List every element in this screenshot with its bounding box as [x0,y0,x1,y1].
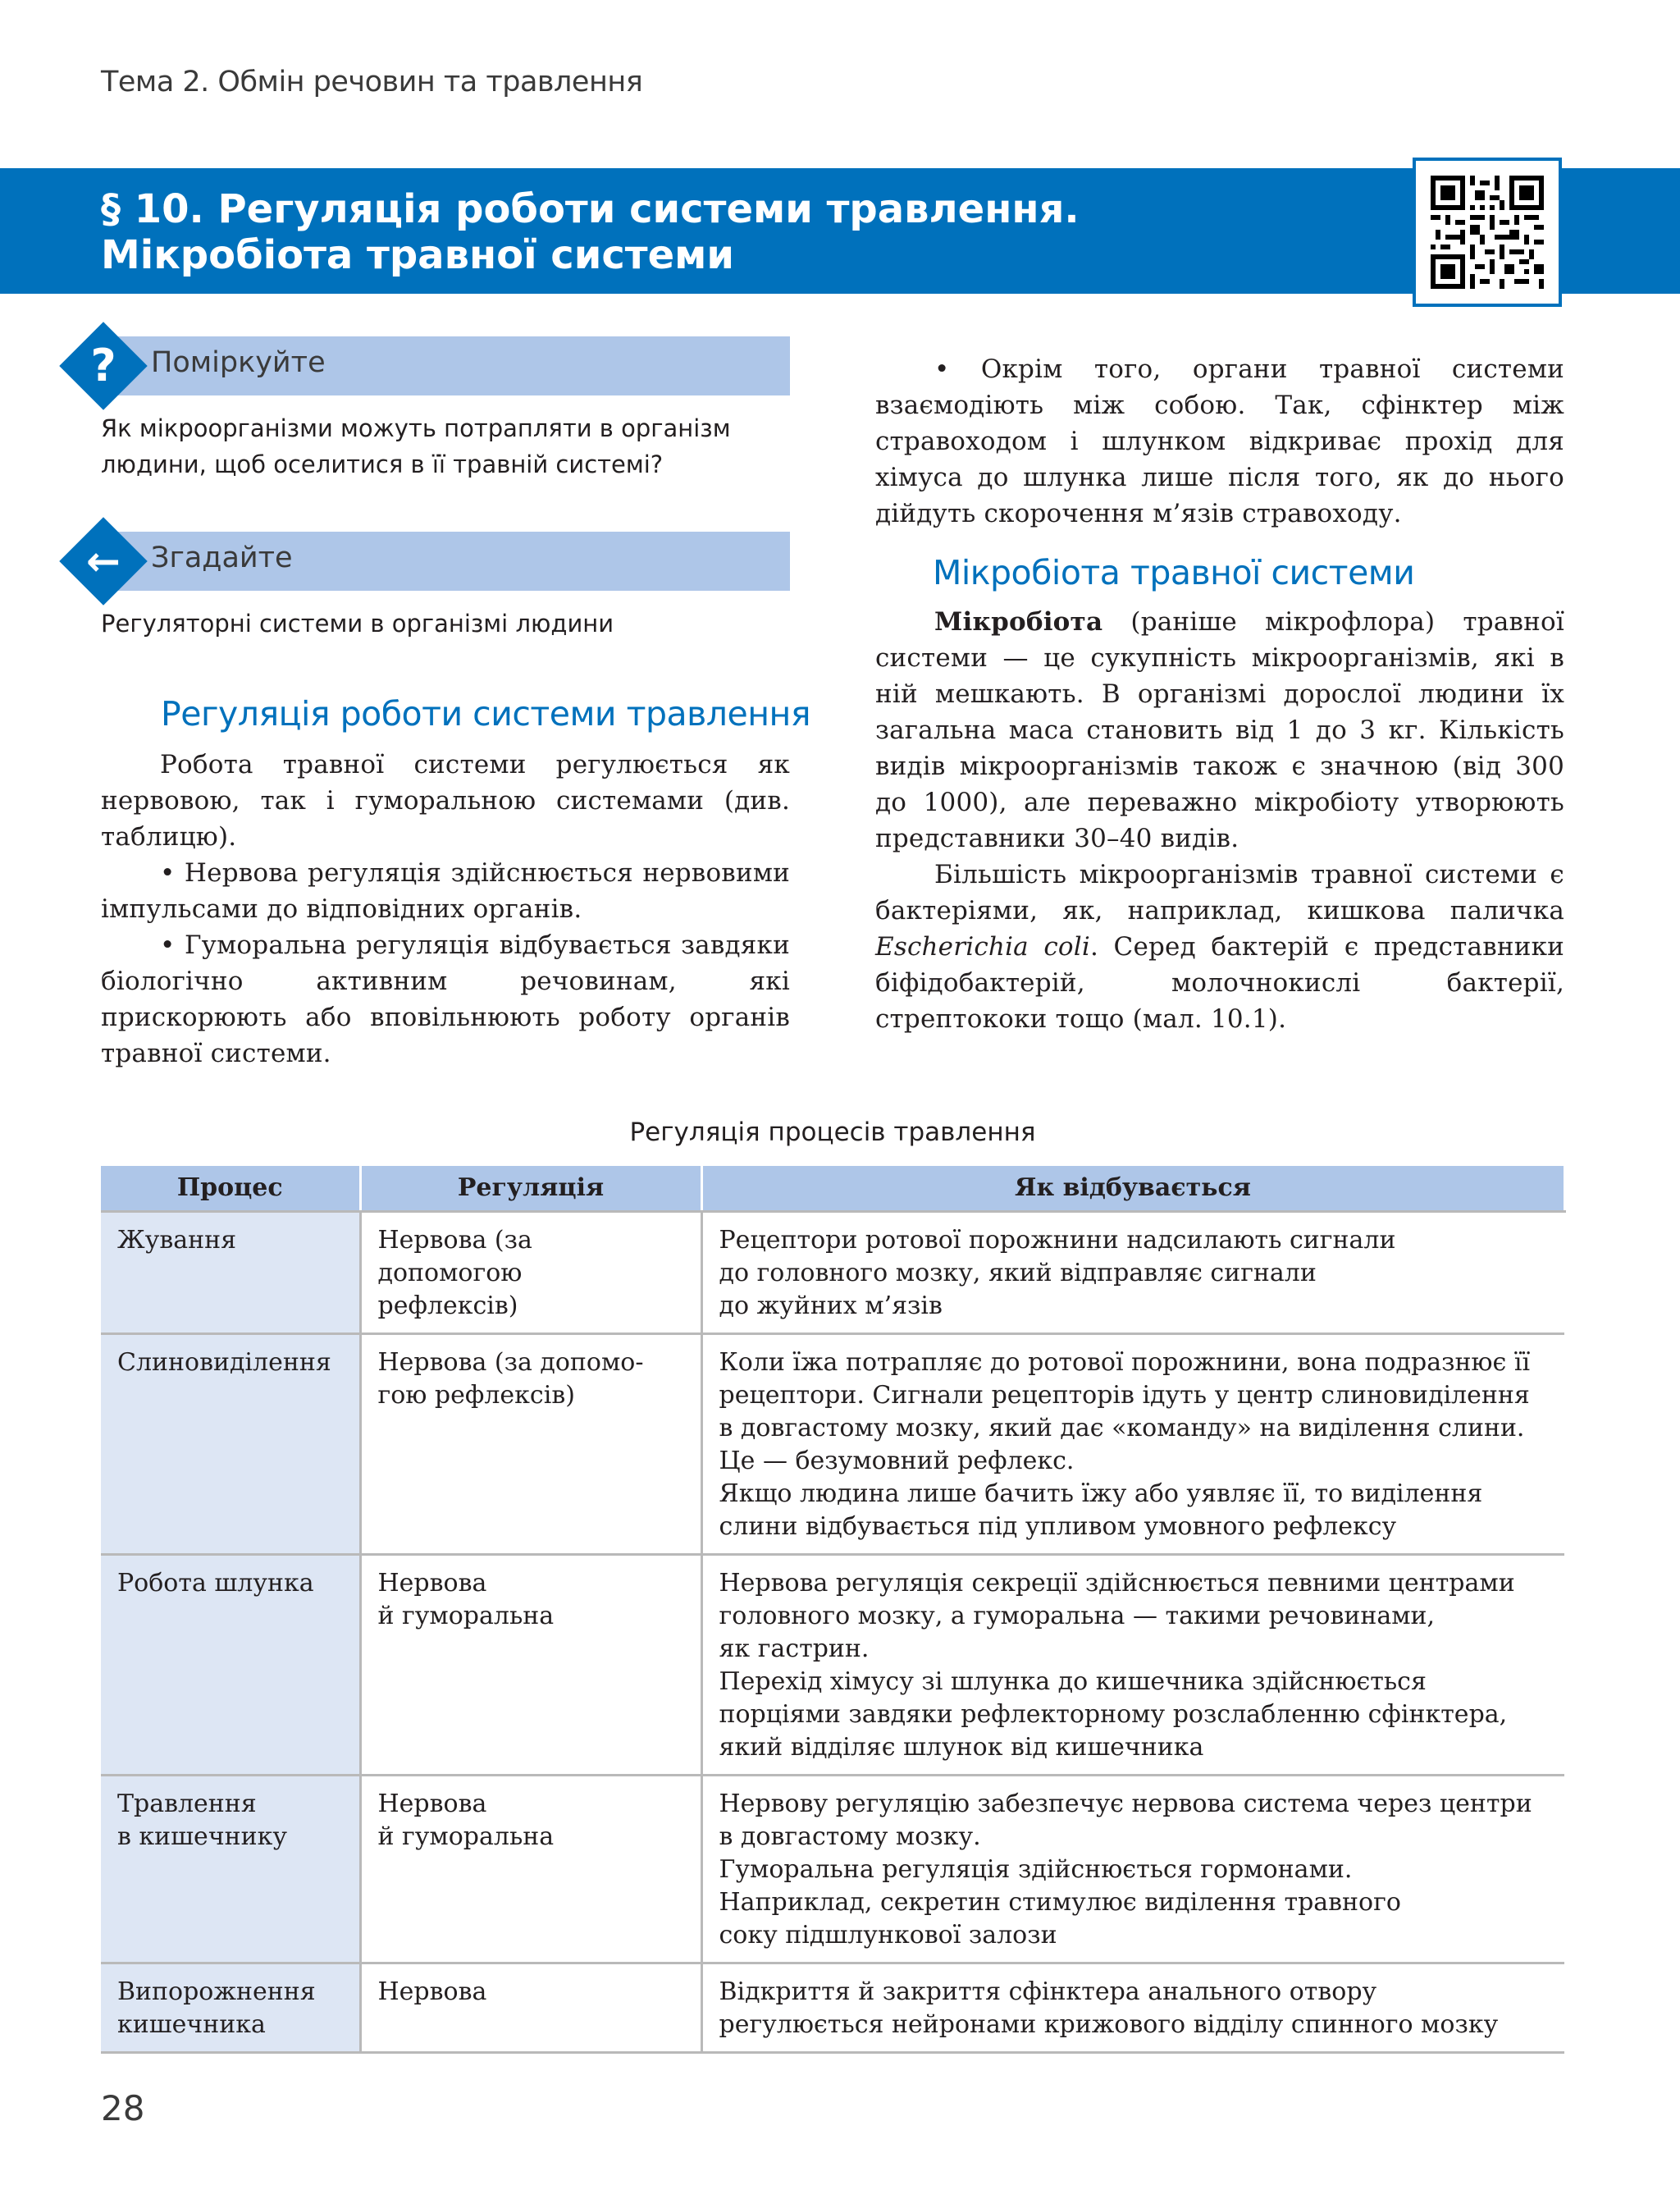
qr-code-icon [1431,176,1544,289]
microbiota-term: Мікробіота [934,607,1103,637]
cell-line: в довгастому мозку, який дає «команду» на виділення слини. [719,1414,1525,1442]
cell-line: який відділяє шлунок від кишечника [719,1733,1204,1762]
ecoli-term: Escherichia coli [875,932,1090,962]
cell-line: Нервова [377,1977,487,2006]
left-column-text [101,747,790,1072]
cell-line: рецептори. Сигнали рецепторів ідуть у центр слиновиділення [719,1381,1530,1410]
cell-line: головного мозку, а гуморальна — такими речовинами, [719,1602,1436,1630]
cell-line: Жування [117,1226,237,1255]
cell-line: Слиновиділення [117,1348,331,1377]
cell-line: Робота шлунка [117,1569,314,1598]
cell-line: Наприклад, секретин стимулює виділення травного [719,1888,1401,1917]
cell-process [101,1334,360,1555]
table-row [101,1963,1564,2053]
page-title-line-1: § 10. Регуляція роботи системи травлення. [101,186,1080,232]
right-paragraph-2-end: . Серед бактерій є представники біфідобактерій, молочнокислі бактерії, стрептококи тощо (мал. 10.1). [875,932,1565,1034]
cell-line: Перехід хімусу зі шлунка до кишечника здійснюється [719,1667,1427,1696]
recall-cue-label: Згадайте [151,542,293,574]
cell-line: Якщо людина лише бачить їжу або уявляє її, то виділення [719,1479,1483,1508]
right-paragraph-1-rest: (раніше мікрофлора) травної системи — це сукупність мікроорганізмів, які в ній мешкають. В організмі дорослої людини їх загальна маса становить від 1 до 3 кг. Кількість видів мікроорганізмів також є значною (від 300 до 1000), але переважно мікробіоту утворюють представники 30–40 видів. [875,607,1564,853]
cell-line: Нервову регуляцію забезпечує нервова система через центри [719,1790,1532,1818]
cell-line: Відкриття й закриття сфінктера анального отвору [719,1977,1377,2006]
cell-process [101,1555,360,1776]
header-regulation: Регуляція [360,1165,701,1212]
header-how: Як відбувається [701,1165,1564,1212]
cell-how [701,1212,1564,1334]
right-column-intro [875,351,1564,532]
cell-line: соку підшлункової залози [719,1921,1057,1950]
question-icon: ? [90,340,116,391]
cell-how [701,1776,1564,1963]
left-paragraph-3: • Гуморальна регуляція відбувається завдяки біологічно активним речовинам, які прискорюють або вповільнюють роботу органів травної системи. [101,930,790,1068]
cell-regulation [360,1776,701,1963]
cell-line: слини відбувається під упливом умовного рефлексу [719,1512,1397,1541]
cell-line: регулюється нейронами крижового відділу спинного мозку [719,2010,1499,2039]
cell-line: Рецептори ротової порожнини надсилають сигнали [719,1226,1396,1255]
cell-line: рефлексів) [377,1291,518,1320]
recall-cue-text: Регуляторні системи в організмі людини [101,610,614,638]
think-cue-question-line-2: людини, щоб оселитися в її травній системі? [101,450,664,478]
cell-line: Це — безумовний рефлекс. [719,1447,1075,1475]
think-cue-question [101,410,790,482]
page-title-line-2: Мікробіота травної системи [101,232,735,278]
left-paragraph-1: Робота травної системи регулюється як нервовою, так і гуморальною системами (див. таблицю). [101,750,790,852]
table-header-row [101,1165,1564,1212]
cell-line: Травлення [117,1790,257,1818]
cell-process [101,1212,360,1334]
table-row [101,1212,1564,1334]
cell-line: Нервова [377,1569,487,1598]
digestion-regulation-table [101,1163,1566,2054]
cell-line: Нервова (за допомо- [377,1348,644,1377]
cell-line: Коли їжа потрапляє до ротової порожнини, вона подразнює її [719,1348,1531,1377]
cell-how [701,1963,1564,2053]
table-row [101,1334,1564,1555]
cell-line: порціями завдяки рефлекторному розслабленню сфінктера, [719,1700,1508,1729]
think-cue-label: Поміркуйте [151,346,326,379]
cell-line: до головного мозку, який відправляє сигнали [719,1259,1317,1287]
cell-process [101,1776,360,1963]
think-cue-question-line-1: Як мікроорганізми можуть потрапляти в організм [101,414,731,442]
cell-line: Нервова [377,1790,487,1818]
cell-regulation [360,1212,701,1334]
arrow-left-icon: ← [86,537,121,585]
header-process: Процес [101,1165,360,1212]
cell-process [101,1963,360,2053]
cell-line: й гуморальна [377,1822,555,1851]
cell-regulation [360,1555,701,1776]
table-row [101,1776,1564,1963]
right-column-text [875,604,1564,1037]
cell-line: в довгастому мозку. [719,1822,981,1851]
table-caption: Регуляція процесів травлення [629,1118,1036,1147]
cell-regulation [360,1334,701,1555]
cell-line: Нервова (за допомогою [377,1226,532,1287]
right-paragraph-2 [875,857,1564,1037]
left-section-heading: Регуляція роботи системи травлення [161,694,811,734]
right-paragraph-2-start: Більшість мікроорганізмів травної системи є бактеріями, як, наприклад, кишкова паличка [875,860,1564,926]
cell-how [701,1334,1564,1555]
cell-line: Нервова регуляція секреції здійснюється певними центрами [719,1569,1515,1598]
cell-line: як гастрин. [719,1634,870,1663]
cell-line: кишечника [117,2010,266,2039]
running-head: Тема 2. Обмін речовин та травлення [101,66,643,98]
cell-line: Випорожнення [117,1977,316,2006]
cell-regulation [360,1963,701,2053]
right-paragraph-0: • Окрім того, органи травної системи взаємодіють між собою. Так, сфінктер між стравоходом і шлунком відкриває прохід для хімуса до шлунка лише після того, як до нього дійдуть скорочення м’язів стравоходу. [875,354,1564,528]
page-title [101,186,1080,278]
cell-line: й гуморальна [377,1602,555,1630]
page-number: 28 [101,2088,145,2128]
cell-how [701,1555,1564,1776]
table-row [101,1555,1564,1776]
cell-line: до жуйних м’язів [719,1291,943,1320]
cell-line: гою рефлексів) [377,1381,575,1410]
left-paragraph-2: • Нервова регуляція здійснюється нервовими імпульсами до відповідних органів. [101,858,790,924]
right-paragraph-1 [875,604,1564,857]
right-section-heading: Мікробіота травної системи [933,553,1415,592]
cell-line: в кишечнику [117,1822,288,1851]
cell-line: Гуморальна регуляція здійснюється гормонами. [719,1855,1353,1884]
qr-code[interactable] [1413,158,1562,307]
